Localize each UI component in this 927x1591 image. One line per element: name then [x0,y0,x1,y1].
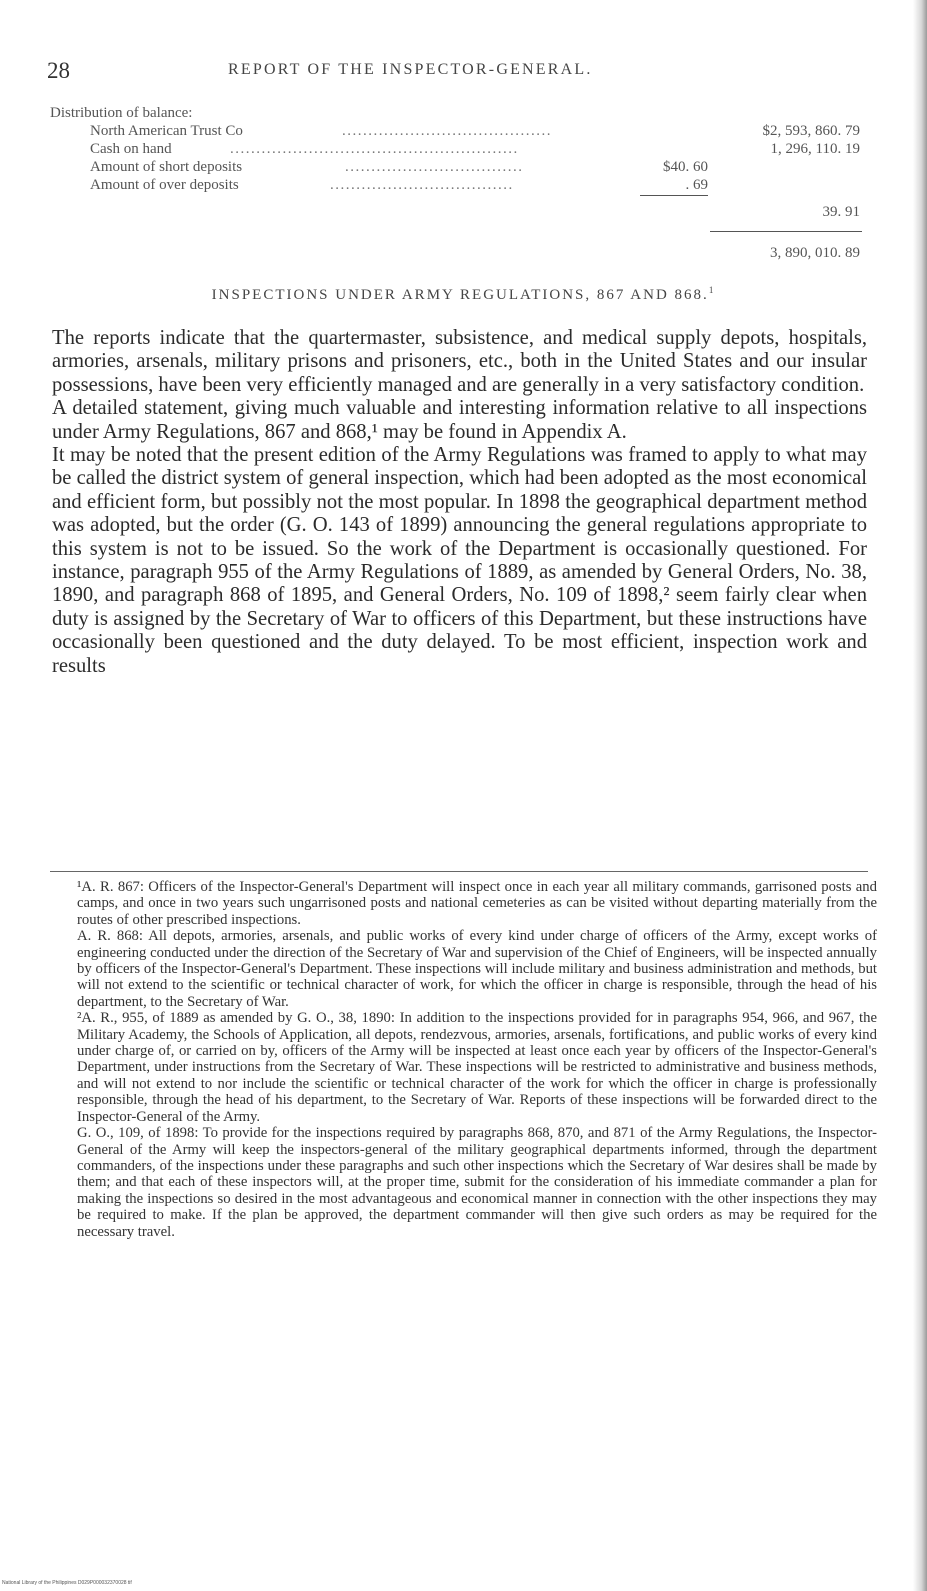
page-number: 28 [47,58,70,83]
section-heading [0,287,927,304]
balance-label: Cash on hand [90,141,172,157]
balance-row [50,159,870,176]
balance-table [50,105,870,270]
header-title: REPORT OF THE INSPECTOR-GENERAL. [228,61,593,78]
subtotal-rule [640,195,708,196]
footnote: ²A. R., 955, of 1889 as amended by G. O., 38, 1890: In addition to the inspections provided for in paragraphs 954, 966, and 967, the Military Academy, the Schools of Application, all depots, rendezvous, armories, arsenals, fortifications, and public works of every kind under charge of, or carried on by, officers of the Army will be inspected at least once each year by officers of the Inspector-General's Department, under instructions from the Secretary of War. These inspections will be restricted to administrative and business methods, and will not extend to nor include the scientific or technical character of the work for which the officer in charge is professionally responsible, through the head of his department, to the Secretary of War. Reports of these inspections will be forwarded direct to the Inspector-General of the Army. [77,1010,877,1125]
balance-label: Amount of short deposits [90,159,243,175]
body-text [52,327,867,678]
leader-dots: ........................................ [342,123,552,139]
footnote: A. R. 868: All depots, armories, arsenals, and public works of every kind under charge of officers of the Army, except works of engineering conducted under the direction of the Secretary of War and supervision of the Chief of Engineers, will be inspected annually by officers of the Inspector-General's Department. These inspections will include military and business administration and methods, but will not extend to the scientific or technical character of work, for which the officer in charge is responsible, through the head of his department, to the Secretary of War. [77,928,877,1010]
balance-row [50,177,870,194]
footnote-divider [50,871,868,872]
balance-difference-row [50,204,870,221]
leader-dots: ................................... [330,177,514,193]
body-paragraph: The reports indicate that the quartermaster, subsistence, and medical supply depots, hospitals, armories, arsenals, military prisons and prisoners, etc., both in the United States and our insular possessions, have been very efficiently managed and are generally in a very satisfactory condition. [52,327,867,396]
heading-footnote-marker: 1 [708,285,716,295]
total-rule [710,231,862,232]
leader-dots: .................................. [345,159,524,175]
body-paragraph: It may be noted that the present edition of the Army Regulations was framed to apply to what may be called the district system of general inspection, which had been adopted as the most economical and efficient form, but possibly not the most popular. In 1898 the geographical department method was adopted, but the order (G. O. 143 of 1899) announcing the general regulations appropriate to this system is not to be issued. So the work of the Department is occasionally questioned. For instance, paragraph 955 of the Army Regulations of 1889, as amended by General Orders, No. 38, 1890, and paragraph 868 of 1895, and General Orders, No. 109 of 1898,² seem fairly clear when duty is assigned by the Secretary of War to officers of this Department, but these instructions have occasionally been questioned and the duty delayed. To be most efficient, inspection work and results [52,444,867,677]
footnote: ¹A. R. 867: Officers of the Inspector-General's Department will inspect once in each year all military commands, garrisoned posts and camps, and once in two years such ungarrisoned posts and national cemeteries as can be visited without departing materially from the routes of other prescribed inspections. [77,879,877,928]
balance-row [50,141,870,158]
balance-amount: $2, 593, 860. 79 [762,123,860,139]
balance-label: North American Trust Co [90,123,243,139]
balance-heading: Distribution of balance: [50,105,193,121]
footnote: G. O., 109, of 1898: To provide for the inspections required by paragraphs 868, 870, and 871 of the Army Regulations, the Inspector-General of the Army will keep the inspectors-general of the military geographical departments informed, through the department commanders, of the inspections under these paragraphs and such other inspections which the Secretary of War desires shall be made by them; and that each of these inspectors will, at the proper time, submit for the consideration of his immediate commander a plan for making the inspections so desired in the most advantageous and economical manner in connection with the other inspections they may be required to make. If the plan be approved, the department commander will then give such orders as may be required for the necessary travel. [77,1125,877,1240]
body-paragraph: A detailed statement, giving much valuable and interesting information relative to all inspections under Army Regulations, 867 and 868,¹ may be found in Appendix A. [52,397,867,443]
balance-sub-amount: $40. 60 [663,159,708,175]
balance-label: Amount of over deposits [90,177,239,193]
running-head [47,58,867,88]
balance-heading-row [50,105,870,122]
balance-total-row [50,245,870,262]
section-heading-text: INSPECTIONS UNDER ARMY REGULATIONS, 867 AND 868. [211,287,709,303]
balance-amount: 1, 296, 110. 19 [770,141,860,157]
footnotes [77,879,877,1240]
balance-total: 3, 890, 010. 89 [770,245,860,261]
page-spine-shadow [913,0,927,1591]
balance-difference: 39. 91 [822,204,860,220]
scan-footer: National Library of the Philippines D029P000032370028 tif [2,1580,132,1586]
balance-sub-amount: . 69 [685,177,708,193]
balance-row [50,123,870,140]
leader-dots: ....................................................... [230,141,519,157]
